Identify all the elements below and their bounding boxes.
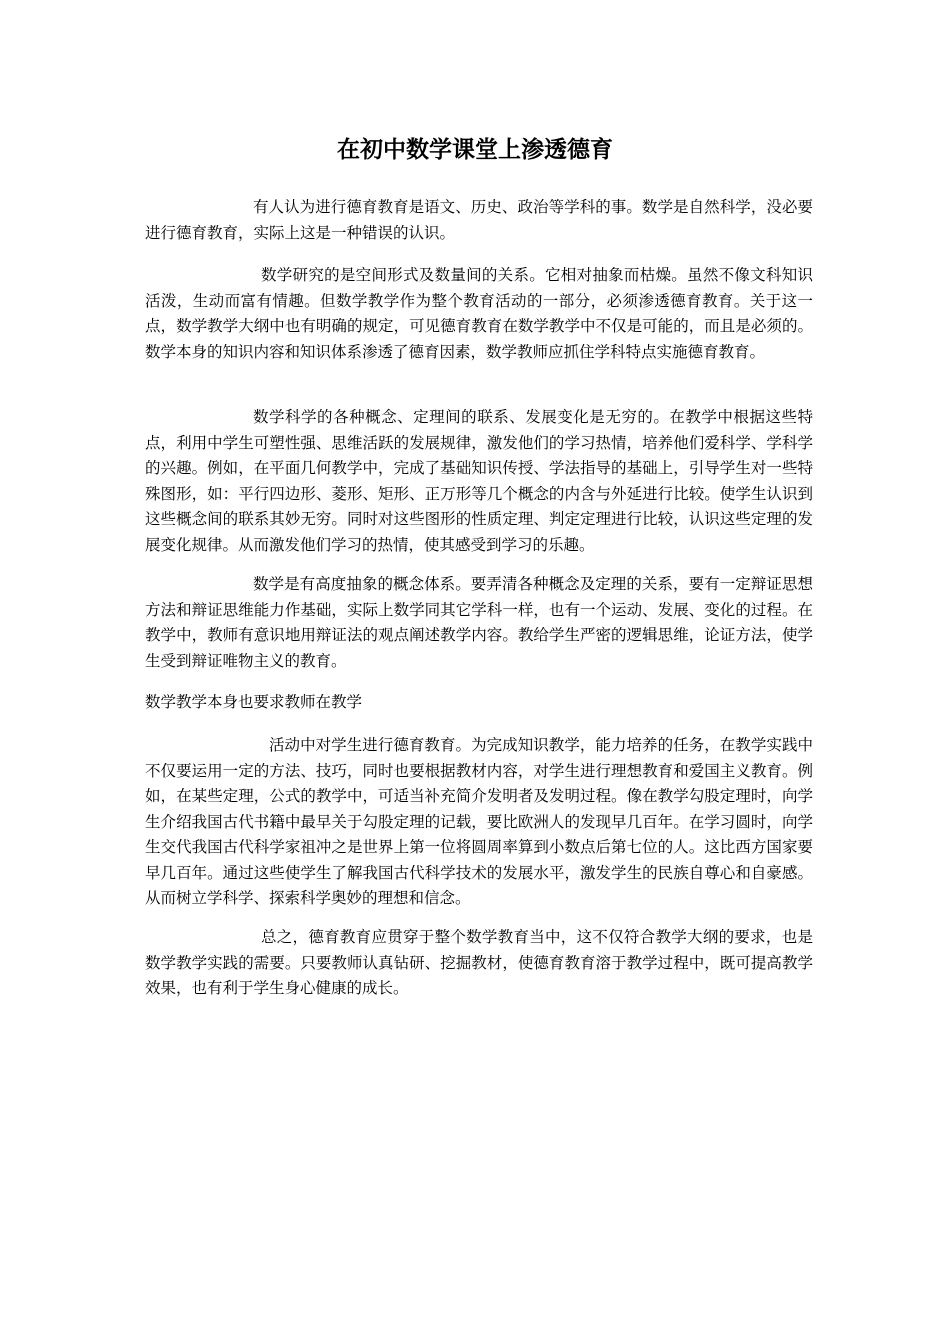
- paragraph-4: 数学是有高度抽象的概念体系。要弄清各种概念及定理的关系，要有一定辩证思想方法和辩证思维能力作基础，实际上数学同其它学科一样，也有一个运动、发展、变化的过程。在教学中，教师有意识地用辩证法的观点阐述教学内容。教给学生严密的逻辑思维，论证方法，使学生受到辩证唯物主义的教育。: [145, 575, 813, 670]
- paragraph-6: 活动中对学生进行德育教育。为完成知识教学，能力培养的任务，在教学实践中不仅要运用一定的方法、技巧，同时也要根据教材内容，对学生进行理想教育和爱国主义教育。例如，在某些定理，公式的教学中，可适当补充简介发明者及发明过程。像在教学勾股定理时，向学生介绍我国古代书籍中最早关于勾股定理的记载，要比欧洲人的发现早几百年。在学习圆时，向学生交代我国古代科学家祖冲之是世界上第一位将圆周率算到小数点后第七位的人。这比西方国家要早几百年。通过这些使学生了解我国古代科学技术的发展水平，激发学生的民族自尊心和自豪感。从而树立学科学、探索科学奥妙的理想和信念。: [145, 736, 813, 907]
- document-title: 在初中数学课堂上渗透德育: [337, 136, 613, 163]
- paragraph-7: 总之，德育教育应贯穿于整个数学教育当中，这不仅符合教学大纲的要求，也是数学教学实践的需要。只要教师认真钻研、挖掘教材，使德育教育溶于教学过程中，既可提高教学效果，也有利于学生身心健康的成长。: [145, 928, 813, 997]
- paragraph-2: 数学研究的是空间形式及数量间的关系。它相对抽象而枯燥。虽然不像文科知识活泼，生动而富有情趣。但数学教学作为整个教育活动的一部分，必须渗透德育教育。关于这一点，数学教学大纲中也有明确的规定，可见德育教育在数学教学中不仅是可能的，而且是必须的。数学本身的知识内容和知识体系渗透了德育因素，数学教师应抓住学科特点实施德育教育。: [145, 266, 813, 361]
- paragraph-3: 数学科学的各种概念、定理间的联系、发展变化是无穷的。在教学中根据这些特点，利用中学生可塑性强、思维活跃的发展规律，激发他们的学习热情，培养他们爱科学、学科学的兴趣。例如，在平面几何教学中，完成了基础知识传授、学法指导的基础上，引导学生对一些特殊图形，如：平行四边形、菱形、矩形、正万形等几个概念的内含与外延进行比较。使学生认识到这些概念间的联系其妙无穷。同时对这些图形的性质定理、判定定理进行比较，认识这些定理的发展变化规律。从而激发他们学习的热情，使其感受到学习的乐趣。: [145, 408, 813, 554]
- paragraph-5: 数学教学本身也要求教师在教学: [145, 693, 363, 711]
- paragraph-1: 有人认为进行德育教育是语文、历史、政治等学科的事。数学是自然科学，没必要进行德育教育，实际上这是一种错误的认识。: [145, 198, 813, 242]
